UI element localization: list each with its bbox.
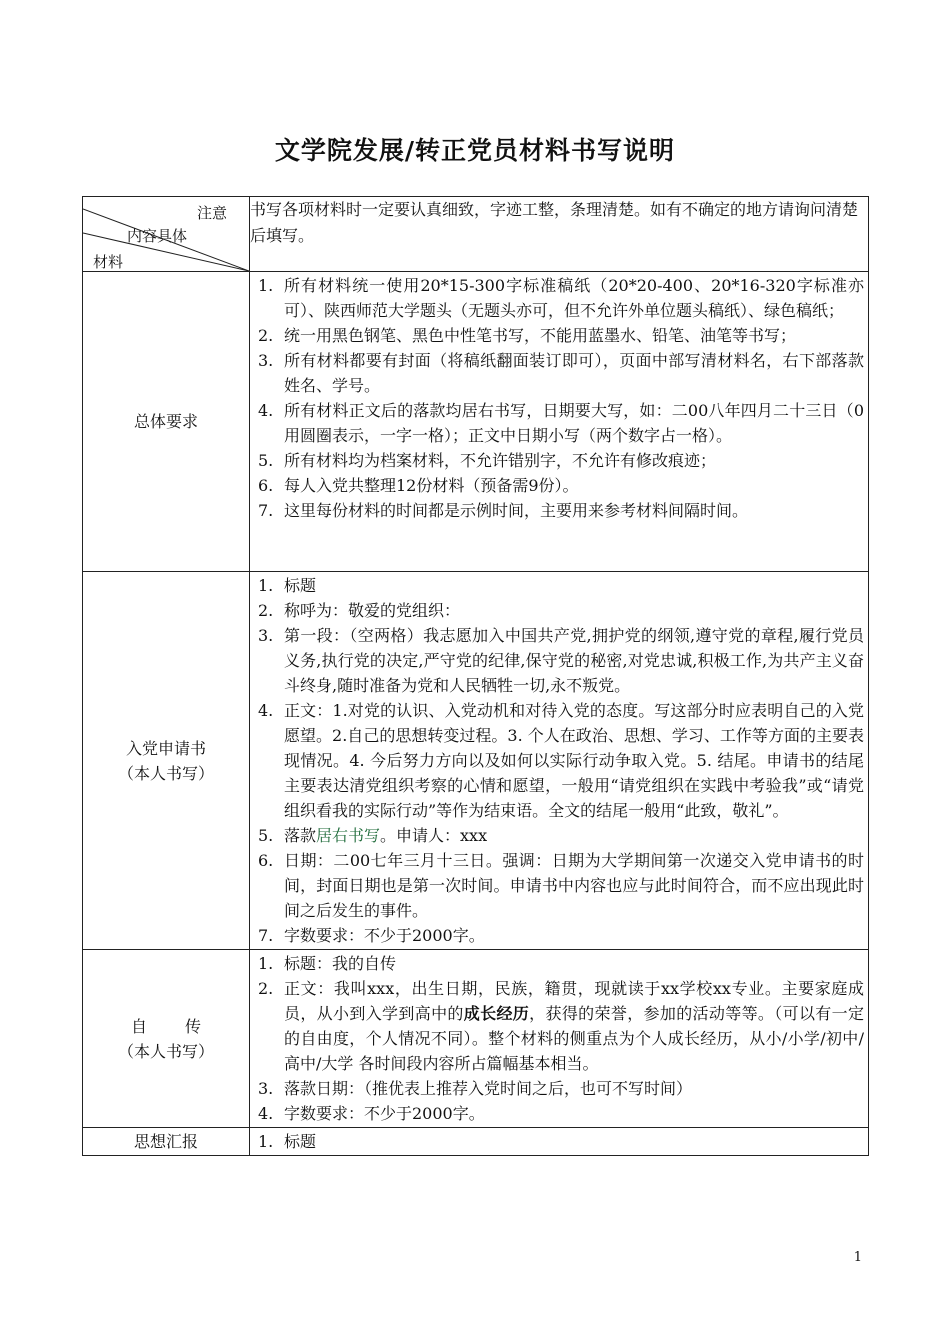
list-item-text: 标题：我的自传 [284, 954, 397, 973]
list-item-number: 4. [258, 401, 274, 420]
section-label-thought-report [83, 1128, 250, 1156]
highlight-text: 居右书写 [316, 826, 381, 845]
list-item-text: 所有材料正文后的落款均居右书写，日期要大写，如：二00八年四月二十三日（0用圆圈表示，一字一格）；正文中日期小写（两个数字占一格）。 [284, 401, 864, 445]
section-label-line: 总体要求 [133, 412, 198, 431]
emphasis-text: 成长经历 [463, 1004, 530, 1023]
text-segment: 落款 [284, 826, 317, 845]
section-row [83, 572, 869, 950]
list-item-text: 这里每份材料的时间都是示例时间，主要用来参考材料间隔时间。 [284, 501, 749, 520]
diagonal-header-cell [83, 197, 250, 272]
list-item-number: 4. [258, 701, 274, 720]
list-item [258, 598, 864, 623]
list-item-text: 所有材料统一使用20*15-300字标准稿纸（20*20-400、20*16-320字标准亦可）、陕西师范大学题头（无题头亦可，但不允许外单位题头稿纸）、绿色稿纸； [284, 276, 864, 320]
list-item [258, 698, 864, 823]
section-label-general [83, 272, 250, 572]
section-row [83, 272, 869, 572]
section-content-thought-report [250, 1128, 869, 1156]
list-item-text: 统一用黑色钢笔、黑色中性笔书写，不能用蓝墨水、铅笔、油笔等书写； [284, 326, 797, 345]
list-item-number: 7. [258, 501, 274, 520]
list-item [258, 1129, 864, 1154]
list-item-text [284, 976, 864, 1076]
list-item-text: 标题 [284, 1132, 317, 1151]
list-item-text: 第一段：（空两格）我志愿加入中国共产党,拥护党的纲领,遵守党的章程,履行党员义务,执行党的决定,严守党的纪律,保守党的秘密,对党忠诚,积极工作,为共产主义奋斗终身,随时准备为党和人民牺牲一切,永不叛党。 [284, 626, 864, 695]
item-list [258, 951, 864, 1126]
list-item [258, 498, 864, 523]
list-item [258, 273, 864, 323]
list-item-number: 4. [258, 1104, 274, 1123]
diag-label-material: 材料 [93, 253, 124, 271]
list-item-text: 字数要求：不少于2000字。 [284, 926, 485, 945]
list-item-number: 5. [258, 826, 274, 845]
list-item [258, 348, 864, 398]
text-segment: ，获得的荣誉，参加的活动等等。（可以有一定的自由度，个人情况不同）。整个材料的侧重点为个人成长经历，从小/小学/初中/高中/大学 各时间段内容所占篇幅基本相当。 [284, 1004, 864, 1073]
list-item [258, 473, 864, 498]
list-item-number: 5. [258, 451, 274, 470]
list-item [258, 823, 864, 848]
list-item-text [284, 823, 864, 848]
list-item-text: 所有材料均为档案材料，不允许错别字，不允许有修改痕迹； [284, 451, 717, 470]
section-row [83, 950, 869, 1128]
intro-cell: 书写各项材料时一定要认真细致，字迹工整，条理清楚。如有不确定的地方请询问清楚后填写。 [250, 197, 869, 272]
page-number: 1 [853, 1250, 862, 1265]
item-list [258, 273, 864, 523]
instructions-table [82, 196, 869, 1156]
diag-label-content: 内容具体 [127, 227, 188, 245]
list-item [258, 951, 864, 976]
section-content-general [250, 272, 869, 572]
list-item-number: 3. [258, 626, 274, 645]
list-item-number: 6. [258, 851, 274, 870]
list-item-number: 2. [258, 601, 274, 620]
list-item-text: 字数要求：不少于2000字。 [284, 1104, 485, 1123]
list-item-text: 日期：二00七年三月十三日。强调：日期为大学期间第一次递交入党申请书的时间，封面日期也是第一次时间。申请书中内容也应与此时间符合，而不应出现此时间之后发生的事件。 [284, 851, 864, 920]
section-content-application [250, 572, 869, 950]
document-title: 文学院发展/转正党员材料书写说明 [274, 136, 676, 165]
text-segment: 。申请人：xxx [380, 826, 488, 845]
list-item-text: 每人入党共整理12份材料（预备需9份）。 [284, 476, 579, 495]
list-item [258, 1101, 864, 1126]
list-item-number: 1. [258, 954, 274, 973]
section-label-application [83, 572, 250, 950]
list-item [258, 573, 864, 598]
section-label-line: 入党申请书 [125, 738, 206, 758]
list-item-number: 2. [258, 979, 274, 998]
item-list [258, 573, 864, 948]
list-item [258, 323, 864, 348]
list-item [258, 1076, 864, 1101]
list-item-number: 1. [258, 1132, 274, 1151]
item-list [258, 1129, 864, 1154]
section-label-line: 思想汇报 [133, 1132, 198, 1151]
list-item-text: 所有材料都要有封面（将稿纸翻面装订即可），页面中部写清材料名，右下部落款姓名、学号。 [284, 351, 864, 395]
section-label-line: （本人书写） [117, 1041, 214, 1061]
list-item-number: 3. [258, 1079, 274, 1098]
list-item [258, 848, 864, 923]
list-item-number: 7. [258, 926, 274, 945]
text-segment: 正文：我叫xxx，出生日期，民族，籍贯，现就读于xx学校xx专业。主要家庭成员，从小到入学到高中的 [284, 979, 864, 1023]
section-label-line: （本人书写） [117, 763, 214, 783]
list-item-number: 1. [258, 276, 274, 295]
list-item [258, 398, 864, 448]
list-item [258, 623, 864, 698]
list-item-number: 3. [258, 351, 274, 370]
diag-label-note: 注意 [196, 204, 227, 222]
list-item-text: 正文：1.对党的认识、入党动机和对待入党的态度。写这部分时应表明自己的入党愿望。2.自己的思想转变过程。3. 个人在政治、思想、学习、工作等方面的主要表现情况。4. 今后努力方向以及如何以实际行动争取入党。5. 结尾。申请书的结尾主要表达清党组织考察的心情和愿望，一般用“请党组织在实践中考验我”或“请党组织看我的实际行动”等作为结束语。全文的结尾一般用“此致，敬礼”。 [284, 701, 864, 820]
section-label-autobiography [83, 950, 250, 1128]
list-item-text: 落款日期：（推优表上推荐入党时间之后，也可不写时间） [284, 1079, 693, 1098]
list-item-number: 2. [258, 326, 274, 345]
list-item-number: 6. [258, 476, 274, 495]
list-item-text: 称呼为：敬爱的党组织： [284, 601, 461, 620]
list-item [258, 976, 864, 1076]
list-item-number: 1. [258, 576, 274, 595]
section-row [83, 1128, 869, 1156]
header-row [83, 197, 869, 272]
list-item [258, 448, 864, 473]
section-content-autobiography [250, 950, 869, 1128]
section-label-line: 自传 [130, 1016, 239, 1036]
list-item-text: 标题 [284, 576, 317, 595]
list-item [258, 923, 864, 948]
